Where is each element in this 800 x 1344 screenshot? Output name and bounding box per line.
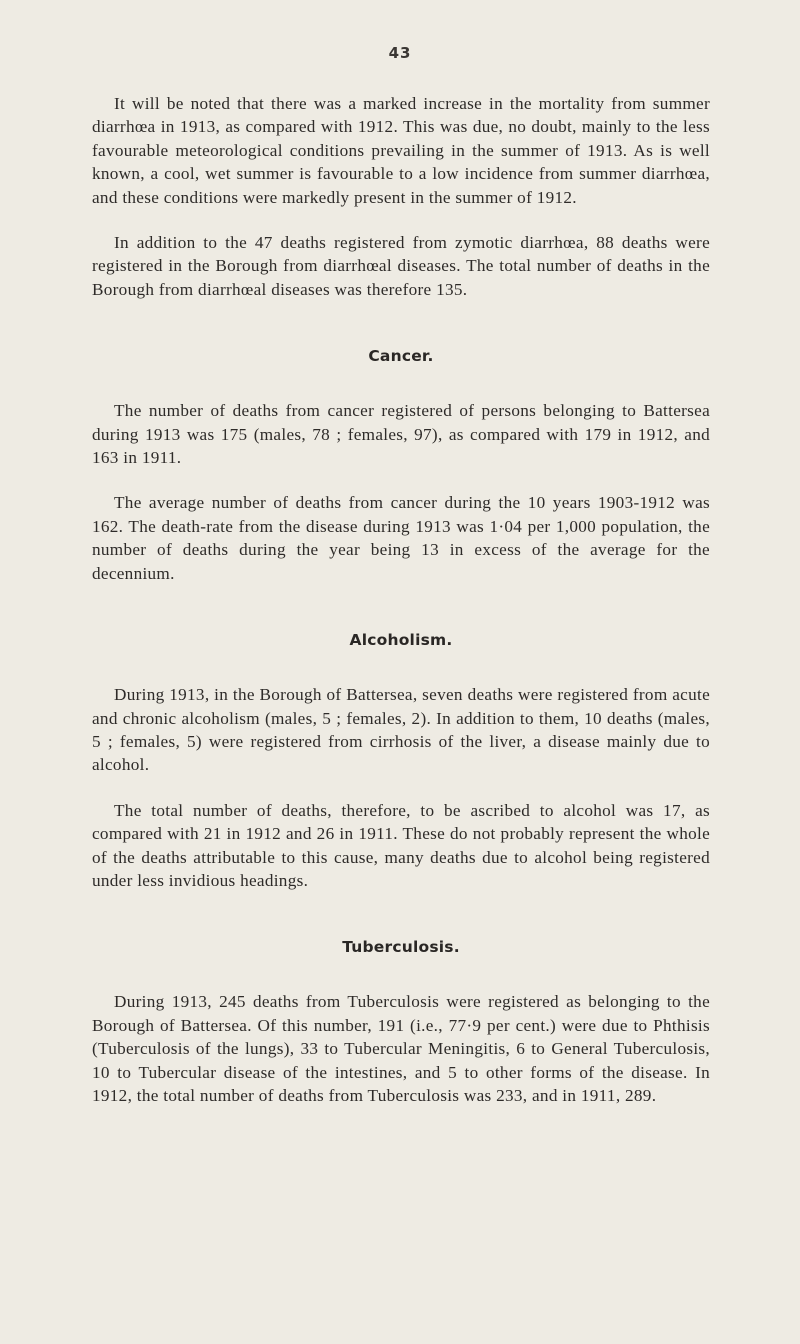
cancer-paragraph-1: The number of deaths from cancer registered of persons belonging to Battersea during 1913 was 175 (males, 78 ; females, 97), as compared with 179 in 1912, and 163 in 1911.: [92, 401, 710, 468]
intro-paragraph-1: It will be noted that there was a marked increase in the mortality from summer diarrhœa in 1913, as compared with 1912. This was due, no doubt, mainly to the less favourable meteorological conditions prevailing in the summer of 1913. As is well known, a cool, wet summer is favourable to a low incidence from summer diarrhœa, and these conditions were markedly present in the summer of 1912.: [92, 94, 710, 207]
tuberculosis-paragraph-1: During 1913, 245 deaths from Tuberculosis were registered as belonging to the Borough of Battersea. Of this number, 191 (i.e., 77·9 per cent.) were due to Phthisis (Tuberculosis of the lungs), 33 to Tubercular Meningitis, 6 to General Tuberculosis, 10 to Tubercular disease of the intestines, and 5 to other forms of the disease. In 1912, the total number of deaths from Tuberculosis was 233, and in 1911, 289.: [92, 992, 710, 1105]
cancer-paragraph-2: The average number of deaths from cancer during the 10 years 1903-1912 was 162. The death-rate from the disease during 1913 was 1·04 per 1,000 population, the number of deaths during the year being 13 in excess of the average for the decennium.: [92, 493, 710, 583]
document-body: [92, 92, 710, 1107]
alcoholism-paragraph-1: During 1913, in the Borough of Battersea, seven deaths were registered from acute and chronic alcoholism (males, 5 ; females, 2). In addition to them, 10 deaths (males, 5 ; females, 5) were registered from cirrhosis of the liver, a disease mainly due to alcohol.: [92, 685, 710, 775]
alcoholism-paragraph-2: The total number of deaths, therefore, to be ascribed to alcohol was 17, as compared with 21 in 1912 and 26 in 1911. These do not probably represent the whole of the deaths attributable to this cause, many deaths due to alcohol being registered under less invidious headings.: [92, 800, 710, 890]
section-heading-tuberculosis: Tuberculosis.: [342, 938, 460, 957]
section-heading-alcoholism: Alcoholism.: [349, 631, 453, 650]
intro-paragraph-2: In addition to the 47 deaths registered from zymotic diarrhœa, 88 deaths were registered in the Borough from diarrhœal diseases. The total number of deaths in the Borough from diarrhœal diseases was therefore 135.: [92, 233, 710, 299]
section-heading-cancer: Cancer.: [368, 347, 434, 366]
page-number: 43: [388, 44, 412, 62]
